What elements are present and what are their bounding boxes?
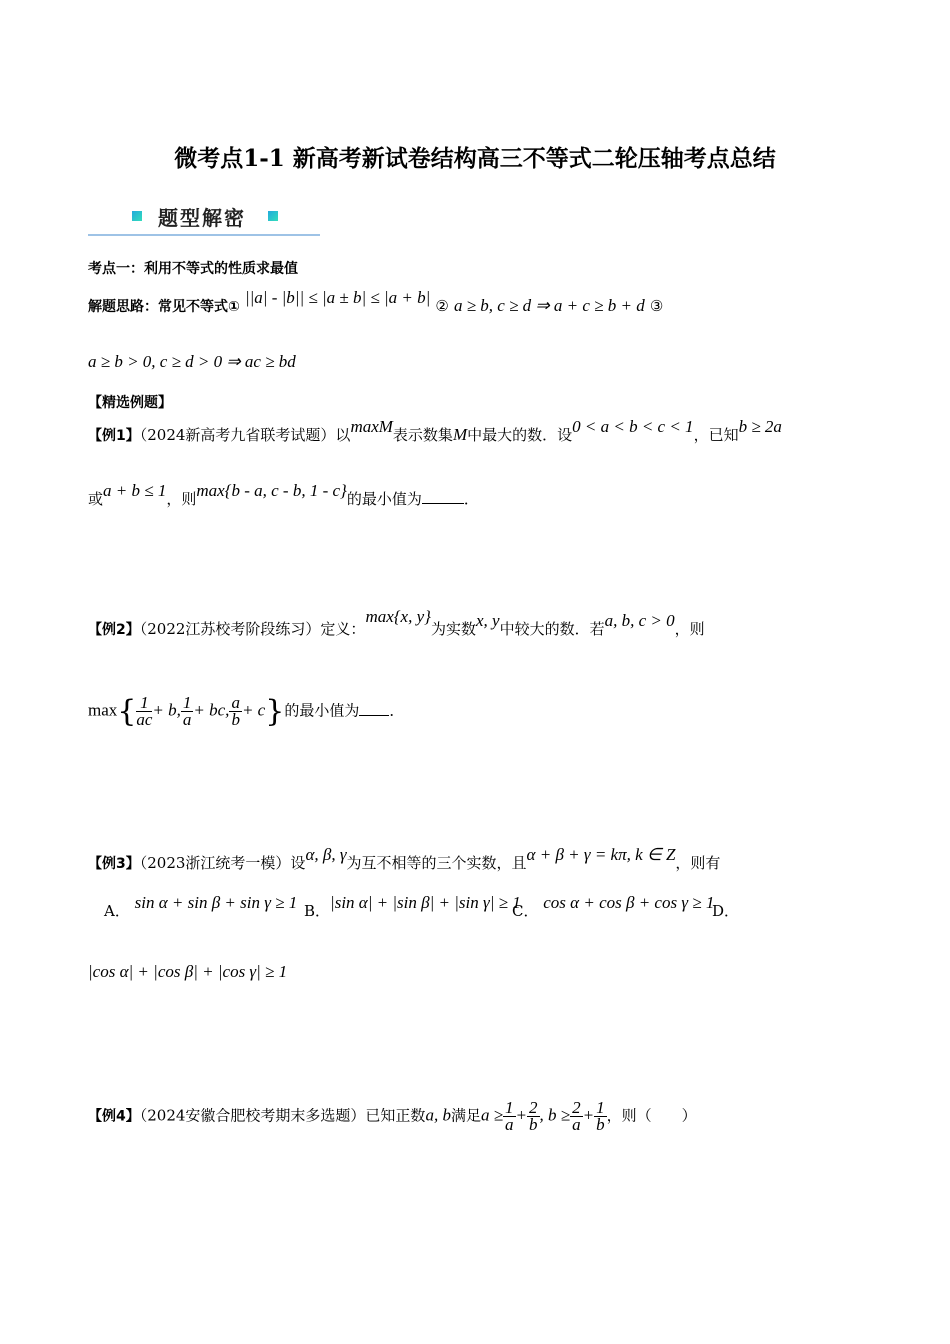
formula: , b ≥ — [539, 1105, 571, 1125]
marker: ③ — [649, 297, 664, 315]
formula: ||a| - |b|| ≤ |a ± b| ≤ |a + b| — [244, 288, 431, 307]
option-a[interactable] — [104, 893, 298, 921]
example-label: 【例4】 — [88, 1108, 140, 1125]
option-b[interactable] — [304, 893, 521, 921]
option-label: A． — [104, 902, 130, 920]
example-4 — [88, 1100, 697, 1133]
fraction: $\frac{1}{ac}$ — [136, 693, 153, 729]
answer-blank — [422, 503, 464, 504]
formula: + b, — [152, 700, 181, 720]
option-c[interactable] — [512, 893, 715, 921]
example-2-formula: max{ $\frac{1}{ac}$ + b, $\frac{1}{a}$ + bc, $\frac{a}{b}$ + c}的最小值为 ． — [88, 693, 405, 729]
option-d[interactable] — [712, 900, 739, 921]
text: 的最小值为 — [284, 701, 360, 720]
square-icon — [268, 211, 278, 221]
formula: 0 < a < b < c < 1 — [572, 417, 694, 436]
text: ，则（ ） — [606, 1106, 697, 1125]
formula: max — [88, 700, 118, 720]
fraction: $\frac{1}{b}$ — [596, 1098, 605, 1134]
text: ，则 — [166, 490, 197, 508]
formula: max{b - a, c - b, 1 - c} — [196, 481, 347, 500]
example-1-cont — [88, 481, 479, 509]
formula: α + β + γ = kπ, k ∈ Z — [526, 845, 676, 864]
approach-line — [88, 288, 664, 316]
text: 中最大的数．设 — [467, 426, 573, 444]
formula: a ≥ b, c ≥ d ⇒ a + c ≥ b + d — [453, 296, 645, 315]
formula: |sin α| + |sin β| + |sin γ| ≥ 1 — [330, 893, 521, 912]
formula: a, b — [425, 1105, 451, 1125]
formula: + — [582, 1105, 595, 1125]
text: 满足 — [450, 1106, 481, 1125]
banner-title: 题型解密 — [158, 206, 246, 230]
formula: a + b ≤ 1 — [103, 481, 167, 500]
formula: a ≥ — [480, 1105, 504, 1125]
example-2 — [88, 607, 705, 639]
formula: cos α + cos β + cos γ ≥ 1 — [543, 893, 715, 912]
formula: α, β, γ — [305, 845, 347, 864]
text: ，则有 — [675, 854, 721, 872]
text: ，则 — [674, 620, 705, 638]
formula: + bc, — [193, 700, 230, 720]
text: （2024安徽合肥校考期末多选题）已知正数 — [139, 1106, 426, 1125]
text: ． — [389, 701, 405, 720]
formula: sin α + sin β + sin γ ≥ 1 — [134, 893, 298, 912]
formula: b ≥ 2a — [738, 417, 782, 436]
subsection-heading: 【精选例题】 — [88, 395, 172, 411]
text: 的最小值为 — [346, 490, 422, 508]
example-1 — [88, 417, 782, 445]
example-label: 【例2】 — [88, 622, 140, 638]
formula: maxM — [350, 417, 393, 436]
fraction: $\frac{2}{b}$ — [529, 1098, 538, 1134]
formula: a ≥ b > 0, c ≥ d > 0 ⇒ ac ≥ bd — [88, 352, 296, 371]
fraction: $\frac{2}{a}$ — [572, 1098, 581, 1134]
marker: ② — [435, 297, 449, 315]
section-banner — [88, 200, 320, 236]
fraction: $\frac{a}{b}$ — [231, 693, 240, 729]
formula: M — [452, 425, 468, 444]
answer-blank — [359, 715, 389, 716]
section-heading: 考点一：利用不等式的性质求最值 — [88, 261, 298, 277]
text: （2024新高考九省联考试题）以 — [139, 426, 351, 444]
text: （2022江苏校考阶段练习）定义： — [139, 620, 366, 638]
example-label: 【例1】 — [88, 428, 140, 444]
text: 中较大的数．若 — [499, 620, 605, 638]
text: 表示数集 — [392, 426, 453, 444]
formula: a, b, c > 0 — [604, 611, 675, 630]
text: （2023浙江统考一模）设 — [139, 854, 306, 872]
text: ． — [463, 490, 479, 508]
text: 为互不相等的三个实数，且 — [346, 854, 527, 872]
option-label: D． — [712, 902, 740, 920]
page-title: 微考点1-1 新高考新试卷结构高三不等式二轮压轴考点总结 — [174, 145, 776, 172]
fraction: $\frac{1}{a}$ — [505, 1098, 514, 1134]
text: 或 — [88, 490, 104, 508]
formula: x, y — [475, 611, 500, 630]
fraction: $\frac{1}{a}$ — [182, 693, 192, 729]
example-3 — [88, 845, 721, 873]
square-icon — [132, 211, 142, 221]
option-label: C． — [512, 902, 539, 920]
text: 为实数 — [430, 620, 476, 638]
formula: + c — [241, 700, 266, 720]
formula: + — [515, 1105, 528, 1125]
example-label: 【例3】 — [88, 856, 140, 872]
formula: max{x, y} — [365, 607, 431, 626]
approach-label: 解题思路：常见不等式① — [88, 299, 240, 315]
text: ，已知 — [693, 426, 739, 444]
option-d-formula: |cos α| + |cos β| + |cos γ| ≥ 1 — [88, 962, 288, 981]
option-label: B． — [304, 902, 331, 920]
